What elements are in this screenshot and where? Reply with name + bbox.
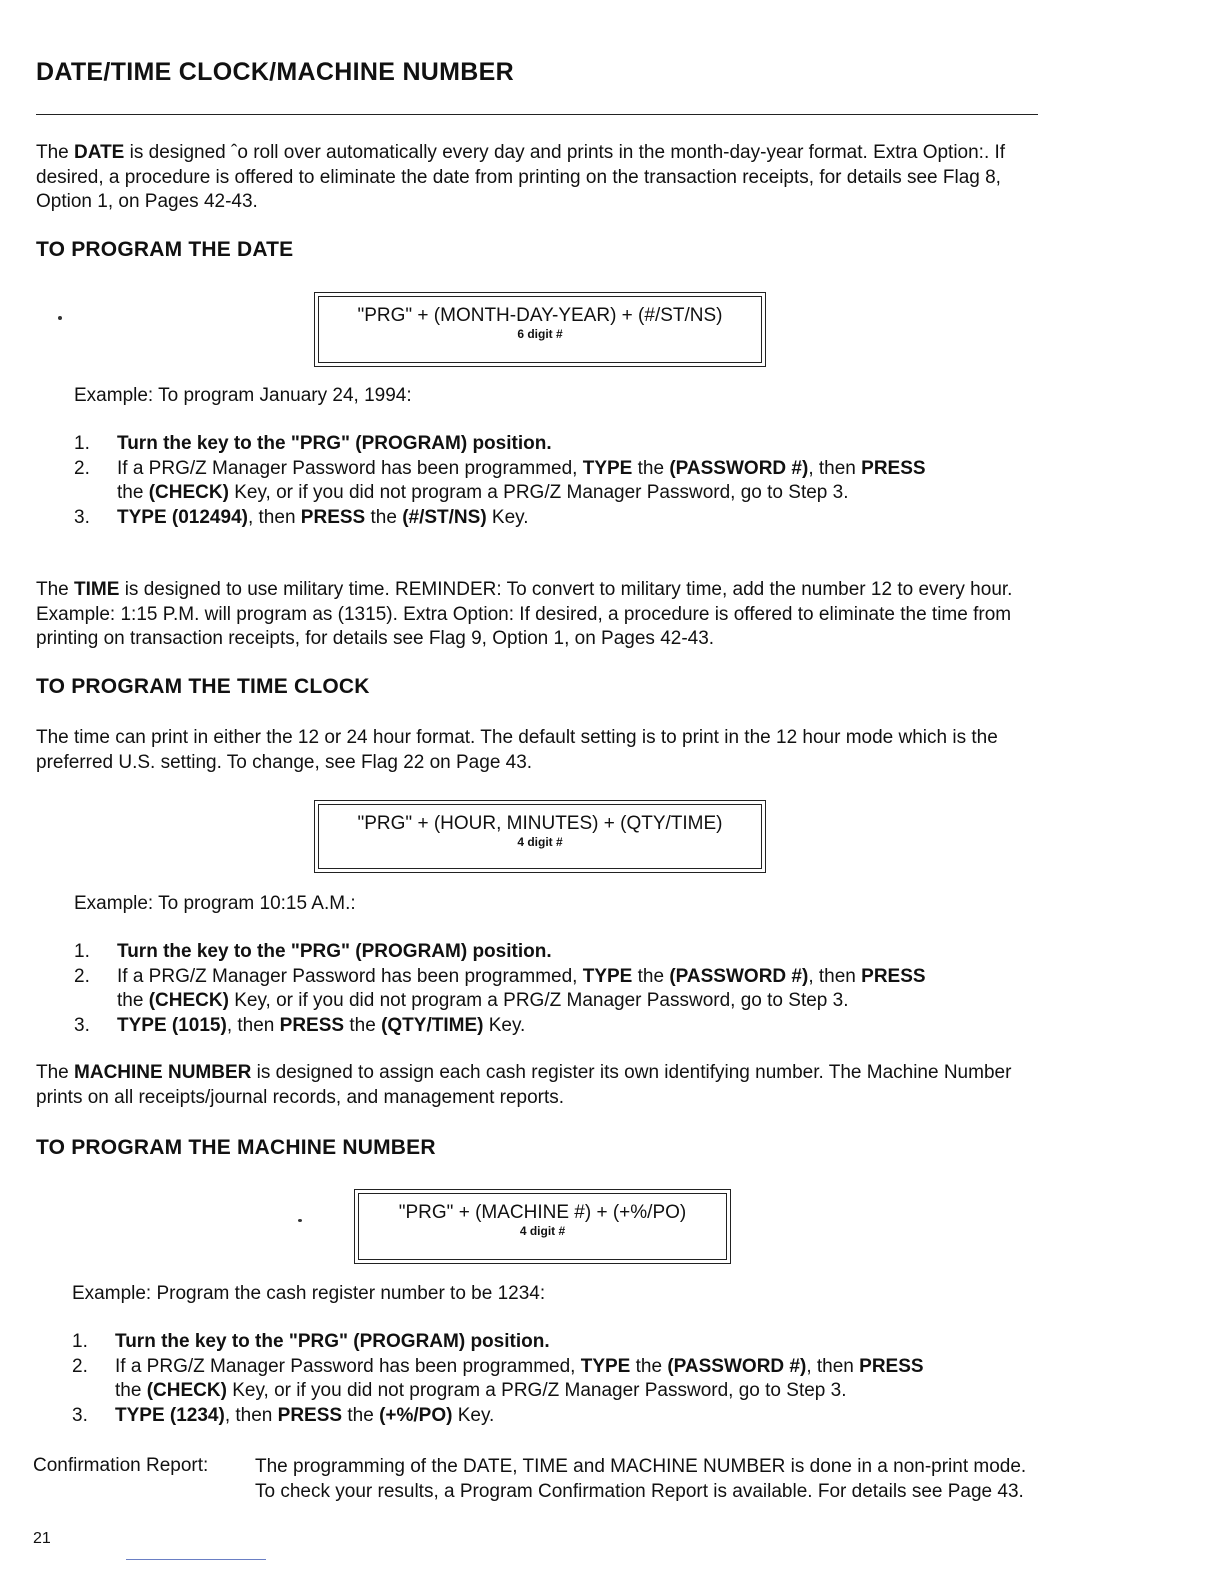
machine-formula: "PRG" + (MACHINE #) + (+%/PO) [398, 1202, 687, 1223]
heading-program-time: TO PROGRAM THE TIME CLOCK [36, 675, 370, 698]
time-intro: The TIME is designed to use military time. REMINDER: To convert to military time, add the number 12 to every hour. Example: 1:15 P.M. will program as (1315). Extra Option: If desired, a procedure is offered to eliminate the time from printing on transaction receipts, for details see Flag 9, Option 1, on Pages 42-43. [36, 579, 1013, 649]
list-item: 3. TYPE (1234), then PRESS the (+%/PO) Key. [72, 1404, 495, 1426]
date-formula-box [314, 292, 766, 367]
date-keyword: DATE [74, 142, 125, 163]
confirmation-label: Confirmation Report: [33, 1455, 209, 1476]
machine-formula-sub: 4 digit # [519, 1224, 566, 1238]
machine-intro: The MACHINE NUMBER is designed to assign each cash register its own identifying number. The Machine Number prints on all receipts/journal records, and management reports. [36, 1062, 1012, 1108]
machine-example: Example: Program the cash register number to be 1234: [72, 1283, 546, 1304]
time-formula-box [314, 800, 766, 873]
heading-program-machine: TO PROGRAM THE MACHINE NUMBER [36, 1136, 436, 1159]
time-steps [74, 940, 1014, 1038]
time-format-note: The time can print in either the 12 or 24 hour format. The default setting is to print in the 12 hour mode which is the preferred U.S. setting. To change, see Flag 22 on Page 43. [36, 727, 998, 773]
list-item: 1. Turn the key to the "PRG" (PROGRAM) position. [72, 1331, 550, 1352]
page-number: 21 [33, 1530, 51, 1547]
machine-keyword: MACHINE NUMBER [74, 1062, 252, 1083]
machine-formula-box [354, 1189, 731, 1264]
title-rule [36, 114, 1038, 115]
list-item: 2. If a PRG/Z Manager Password has been programmed, TYPE the (PASSWORD #), then PRESS the (CHECK) Key, or if you did not program a PRG/Z Manager Password, go to Step 3. [74, 965, 926, 1011]
confirmation-text: The programming of the DATE, TIME and MACHINE NUMBER is done in a non-print mode. To check your results, a Program Confirmation Report is available. For details see Page 43. [255, 1456, 1027, 1502]
date-formula-sub: 6 digit # [517, 327, 563, 341]
list-item: 2. If a PRG/Z Manager Password has been programmed, TYPE the (PASSWORD #), then PRESS the (CHECK) Key, or if you did not program a PRG/Z Manager Password, go to Step 3. [74, 457, 926, 503]
date-intro: The DATE is designed ˆo roll over automatically every day and prints in the month-day-year format. Extra Option:. If desired, a procedure is offered to eliminate the date from printing on the transaction receipts, for details see Flag 8, Option 1, on Pages 42-43. [36, 142, 1006, 212]
heading-program-date: TO PROGRAM THE DATE [36, 238, 294, 261]
list-item: 3. TYPE (1015), then PRESS the (QTY/TIME) Key. [74, 1014, 526, 1036]
date-example: Example: To program January 24, 1994: [74, 385, 412, 406]
list-item: 1. Turn the key to the "PRG" (PROGRAM) position. [74, 941, 552, 962]
time-example: Example: To program 10:15 A.M.: [74, 893, 356, 914]
date-formula: "PRG" + (MONTH-DAY-YEAR) + (#/ST/NS) [357, 305, 723, 326]
time-keyword: TIME [74, 579, 120, 600]
bullet-mark [298, 1219, 302, 1222]
list-item: 2. If a PRG/Z Manager Password has been programmed, TYPE the (PASSWORD #), then PRESS the (CHECK) Key, or if you did not program a PRG/Z Manager Password, go to Step 3. [72, 1355, 924, 1401]
list-item: 3. TYPE (012494), then PRESS the (#/ST/NS) Key. [74, 506, 529, 528]
bullet-mark [58, 316, 62, 320]
time-formula: "PRG" + (HOUR, MINUTES) + (QTY/TIME) [357, 813, 723, 834]
page-title: DATE/TIME CLOCK/MACHINE NUMBER [36, 58, 514, 86]
footer-rule [126, 1559, 266, 1560]
time-formula-sub: 4 digit # [517, 835, 563, 849]
date-steps [74, 432, 1014, 530]
machine-steps [72, 1330, 1012, 1428]
list-item: 1. Turn the key to the "PRG" (PROGRAM) position. [74, 433, 552, 454]
